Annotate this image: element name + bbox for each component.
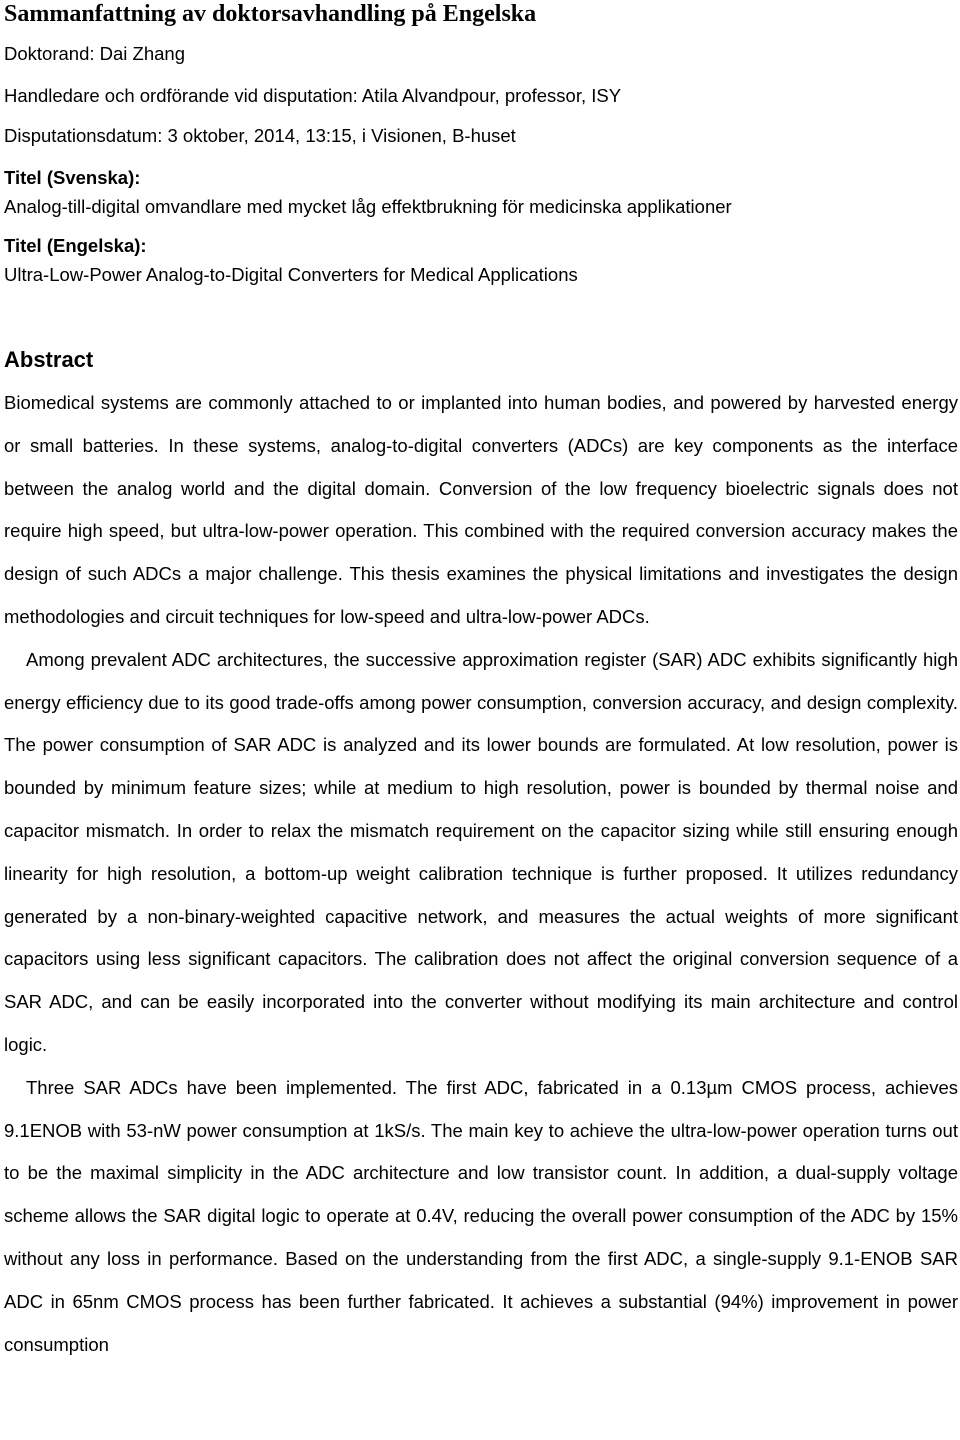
defense-date: Disputationsdatum: 3 oktober, 2014, 13:15, i Visionen, B-huset: [4, 125, 516, 146]
abstract-heading: Abstract: [4, 347, 94, 372]
title-english-label: Titel (Engelska):: [4, 235, 147, 256]
document-title: Sammanfattning av doktorsavhandling på Engelska: [4, 1, 537, 27]
abstract-body: [4, 382, 958, 1366]
doctoral-student: Doktorand: Dai Zhang: [4, 43, 185, 64]
title-english: Ultra-Low-Power Analog-to-Digital Converters for Medical Applications: [4, 264, 578, 285]
abstract-paragraph: Three SAR ADCs have been implemented. The first ADC, fabricated in a 0.13µm CMOS process, achieves 9.1ENOB with 53-nW power consumption at 1kS/s. The main key to achieve the ultra-low-power operation turns out to be the maximal simplicity in the ADC architecture and low transistor count. In addition, a dual-supply voltage scheme allows the SAR digital logic to operate at 0.4V, reducing the overall power consumption of the ADC by 15% without any loss in performance. Based on the understanding from the first ADC, a single-supply 9.1-ENOB SAR ADC in 65nm CMOS process has been further fabricated. It achieves a substantial (94%) improvement in power consumption: [4, 1076, 958, 1355]
supervisor: Handledare och ordförande vid disputation: Atila Alvandpour, professor, ISY: [4, 85, 622, 106]
abstract-paragraph: Biomedical systems are commonly attached to or implanted into human bodies, and powered by harvested energy or small batteries. In these systems, analog-to-digital converters (ADCs) are key components as the interface between the analog world and the digital domain. Conversion of the low frequency bioelectric signals does not require high speed, but ultra-low-power operation. This combined with the required conversion accuracy makes the design of such ADCs a major challenge. This thesis examines the physical limitations and investigates the design methodologies and circuit techniques for low-speed and ultra-low-power ADCs.: [4, 392, 958, 627]
abstract-paragraph: Among prevalent ADC architectures, the successive approximation register (SAR) ADC exhibits significantly high energy efficiency due to its good trade-offs among power consumption, conversion accuracy, and design complexity. The power consumption of SAR ADC is analyzed and its lower bounds are formulated. At low resolution, power is bounded by minimum feature sizes; while at medium to high resolution, power is bounded by thermal noise and capacitor mismatch. In order to relax the mismatch requirement on the capacitor sizing while still ensuring enough linearity for high resolution, a bottom-up weight calibration technique is further proposed. It utilizes redundancy generated by a non-binary-weighted capacitive network, and measures the actual weights of more significant capacitors using less significant capacitors. The calibration does not affect the original conversion sequence of a SAR ADC, and can be easily incorporated into the converter without modifying its main architecture and control logic.: [4, 648, 958, 1055]
title-swedish-label: Titel (Svenska):: [4, 167, 141, 188]
title-swedish: Analog-till-digital omvandlare med mycket låg effektbrukning för medicinska applikationer: [4, 196, 732, 217]
